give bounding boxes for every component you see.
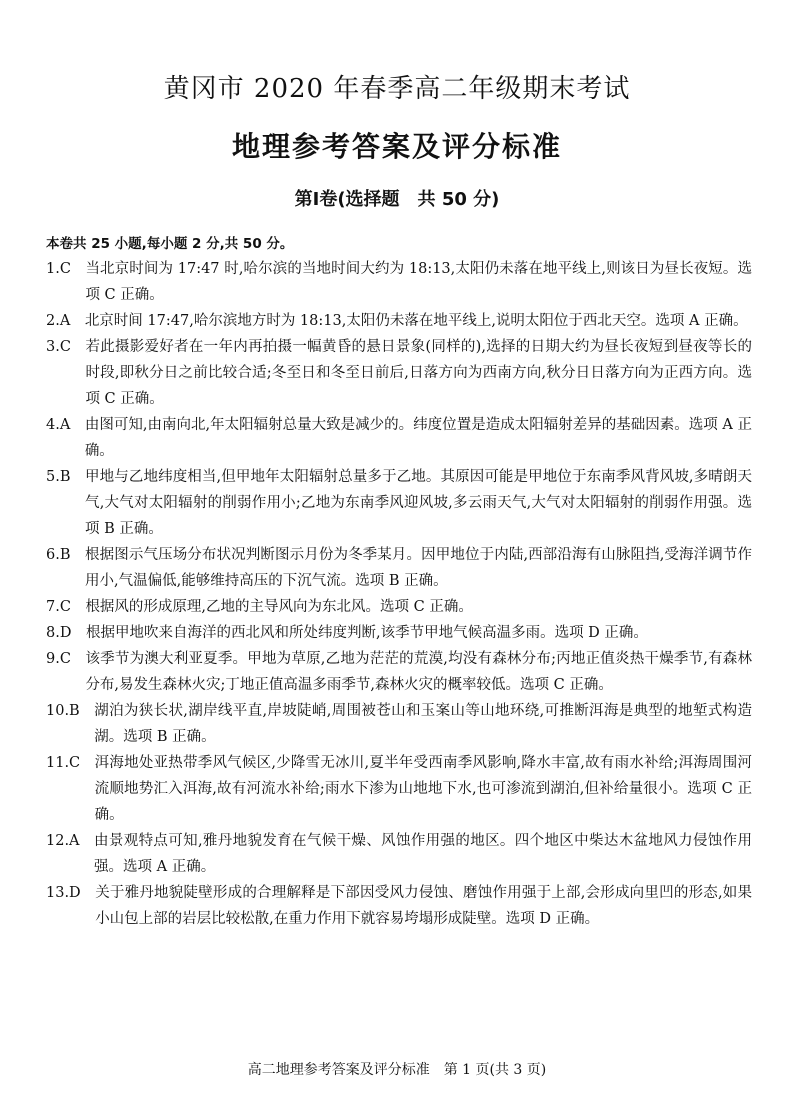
answer-explanation: 由景观特点可知,雅丹地貌发育在气候干燥、风蚀作用强的地区。四个地区中柴达木盆地风力侵蚀作用强。选项 A 正确。: [94, 833, 752, 875]
section-title: 第Ⅰ卷(选择题 共 50 分): [294, 189, 500, 210]
answer-number: 11.C: [46, 755, 95, 771]
answer-explanation: 湖泊为狭长状,湖岸线平直,岸坡陡峭,周围被苍山和玉案山等山地环绕,可推断洱海是典型的地堑式构造湖。选项 B 正确。: [94, 703, 752, 745]
answer-item: [46, 698, 752, 750]
page-footer: 高二地理参考答案及评分标准 第 1 页(共 3 页): [247, 1062, 547, 1078]
section-intro: 本卷共 25 小题,每小题 2 分,共 50 分。: [46, 236, 294, 252]
answer-item: [46, 412, 752, 464]
answer-item: [46, 308, 752, 334]
answer-list: [46, 256, 752, 932]
answer-explanation: 若此摄影爱好者在一年内再拍摄一幅黄昏的悬日景象(同样的),选择的日期大约为昼长夜短到昼夜等长的时段,即秋分日之前比较合适;冬至日和冬至日前后,日落方向为西南方向,秋分日日落方向为正西方向。选项 C 正确。: [85, 339, 752, 407]
answer-explanation: 北京时间 17:47,哈尔滨地方时为 18:13,太阳仍未落在地平线上,说明太阳位于西北天空。选项 A 正确。: [84, 313, 748, 329]
answer-number: 6.B: [46, 547, 85, 563]
answer-number: 5.B: [46, 469, 85, 485]
answer-explanation: 根据风的形成原理,乙地的主导风向为东北风。选项 C 正确。: [85, 599, 473, 615]
answer-number: 3.C: [46, 339, 86, 355]
document-title: 地理参考答案及评分标准: [231, 130, 562, 163]
answer-number: 8.D: [46, 625, 86, 641]
answer-explanation: 根据甲地吹来自海洋的西北风和所处纬度判断,该季节甲地气候高温多雨。选项 D 正确。: [85, 625, 648, 641]
answer-number: 1.C: [46, 261, 86, 277]
answer-explanation: 由图可知,由南向北,年太阳辐射总量大致是减少的。纬度位置是造成太阳辐射差异的基础因素。选项 A 正确。: [84, 417, 752, 459]
answer-item: [46, 750, 752, 828]
answer-explanation: 根据图示气压场分布状况判断图示月份为冬季某月。因甲地位于内陆,西部沿海有山脉阻挡,受海洋调节作用小,气温偏低,能够维持高压的下沉气流。选项 B 正确。: [85, 547, 752, 589]
answer-explanation: 该季节为澳大利亚夏季。甲地为草原,乙地为茫茫的荒漠,均没有森林分布;丙地正值炎热干燥季节,有森林分布,易发生森林火灾;丁地正值高温多雨季节,森林火灾的概率较低。选项 C 正确。: [85, 651, 752, 693]
answer-number: 2.A: [46, 313, 85, 329]
answer-item: [46, 256, 752, 308]
answer-item: [46, 334, 752, 412]
answer-item: [46, 880, 752, 932]
answer-item: [46, 464, 752, 542]
answer-number: 13.D: [46, 885, 96, 901]
answer-item: [46, 542, 752, 594]
answer-item: [46, 620, 752, 646]
exam-title: 黄冈市 2020 年春季高二年级期末考试: [163, 74, 631, 104]
answer-item: [46, 646, 752, 698]
answer-number: 12.A: [46, 833, 95, 849]
answer-number: 7.C: [46, 599, 86, 615]
answer-item: [46, 828, 752, 880]
answer-explanation: 关于雅丹地貌陡壁形成的合理解释是下部因受风力侵蚀、磨蚀作用强于上部,会形成向里凹的形态,如果小山包上部的岩层比较松散,在重力作用下就容易垮塌形成陡壁。选项 D 正确。: [95, 885, 752, 927]
answer-explanation: 甲地与乙地纬度相当,但甲地年太阳辐射总量多于乙地。其原因可能是甲地位于东南季风背风坡,多晴朗天气,大气对太阳辐射的削弱作用小;乙地为东南季风迎风坡,多云雨天气,大气对太阳辐射的削弱作用强。选项 B 正确。: [85, 469, 752, 537]
answer-number: 10.B: [46, 703, 95, 719]
answer-item: [46, 594, 752, 620]
answer-explanation: 洱海地处亚热带季风气候区,少降雪无冰川,夏半年受西南季风影响,降水丰富,故有雨水补给;洱海周围河流顺地势汇入洱海,故有河流水补给;雨水下渗为山地地下水,也可渗流到湖泊,但补给量很小。选项 C 正确。: [94, 755, 752, 823]
answer-explanation: 当北京时间为 17:47 时,哈尔滨的当地时间大约为 18:13,太阳仍未落在地平线上,则该日为昼长夜短。选项 C 正确。: [85, 261, 752, 303]
answer-number: 4.A: [46, 417, 85, 433]
answer-number: 9.C: [46, 651, 86, 667]
